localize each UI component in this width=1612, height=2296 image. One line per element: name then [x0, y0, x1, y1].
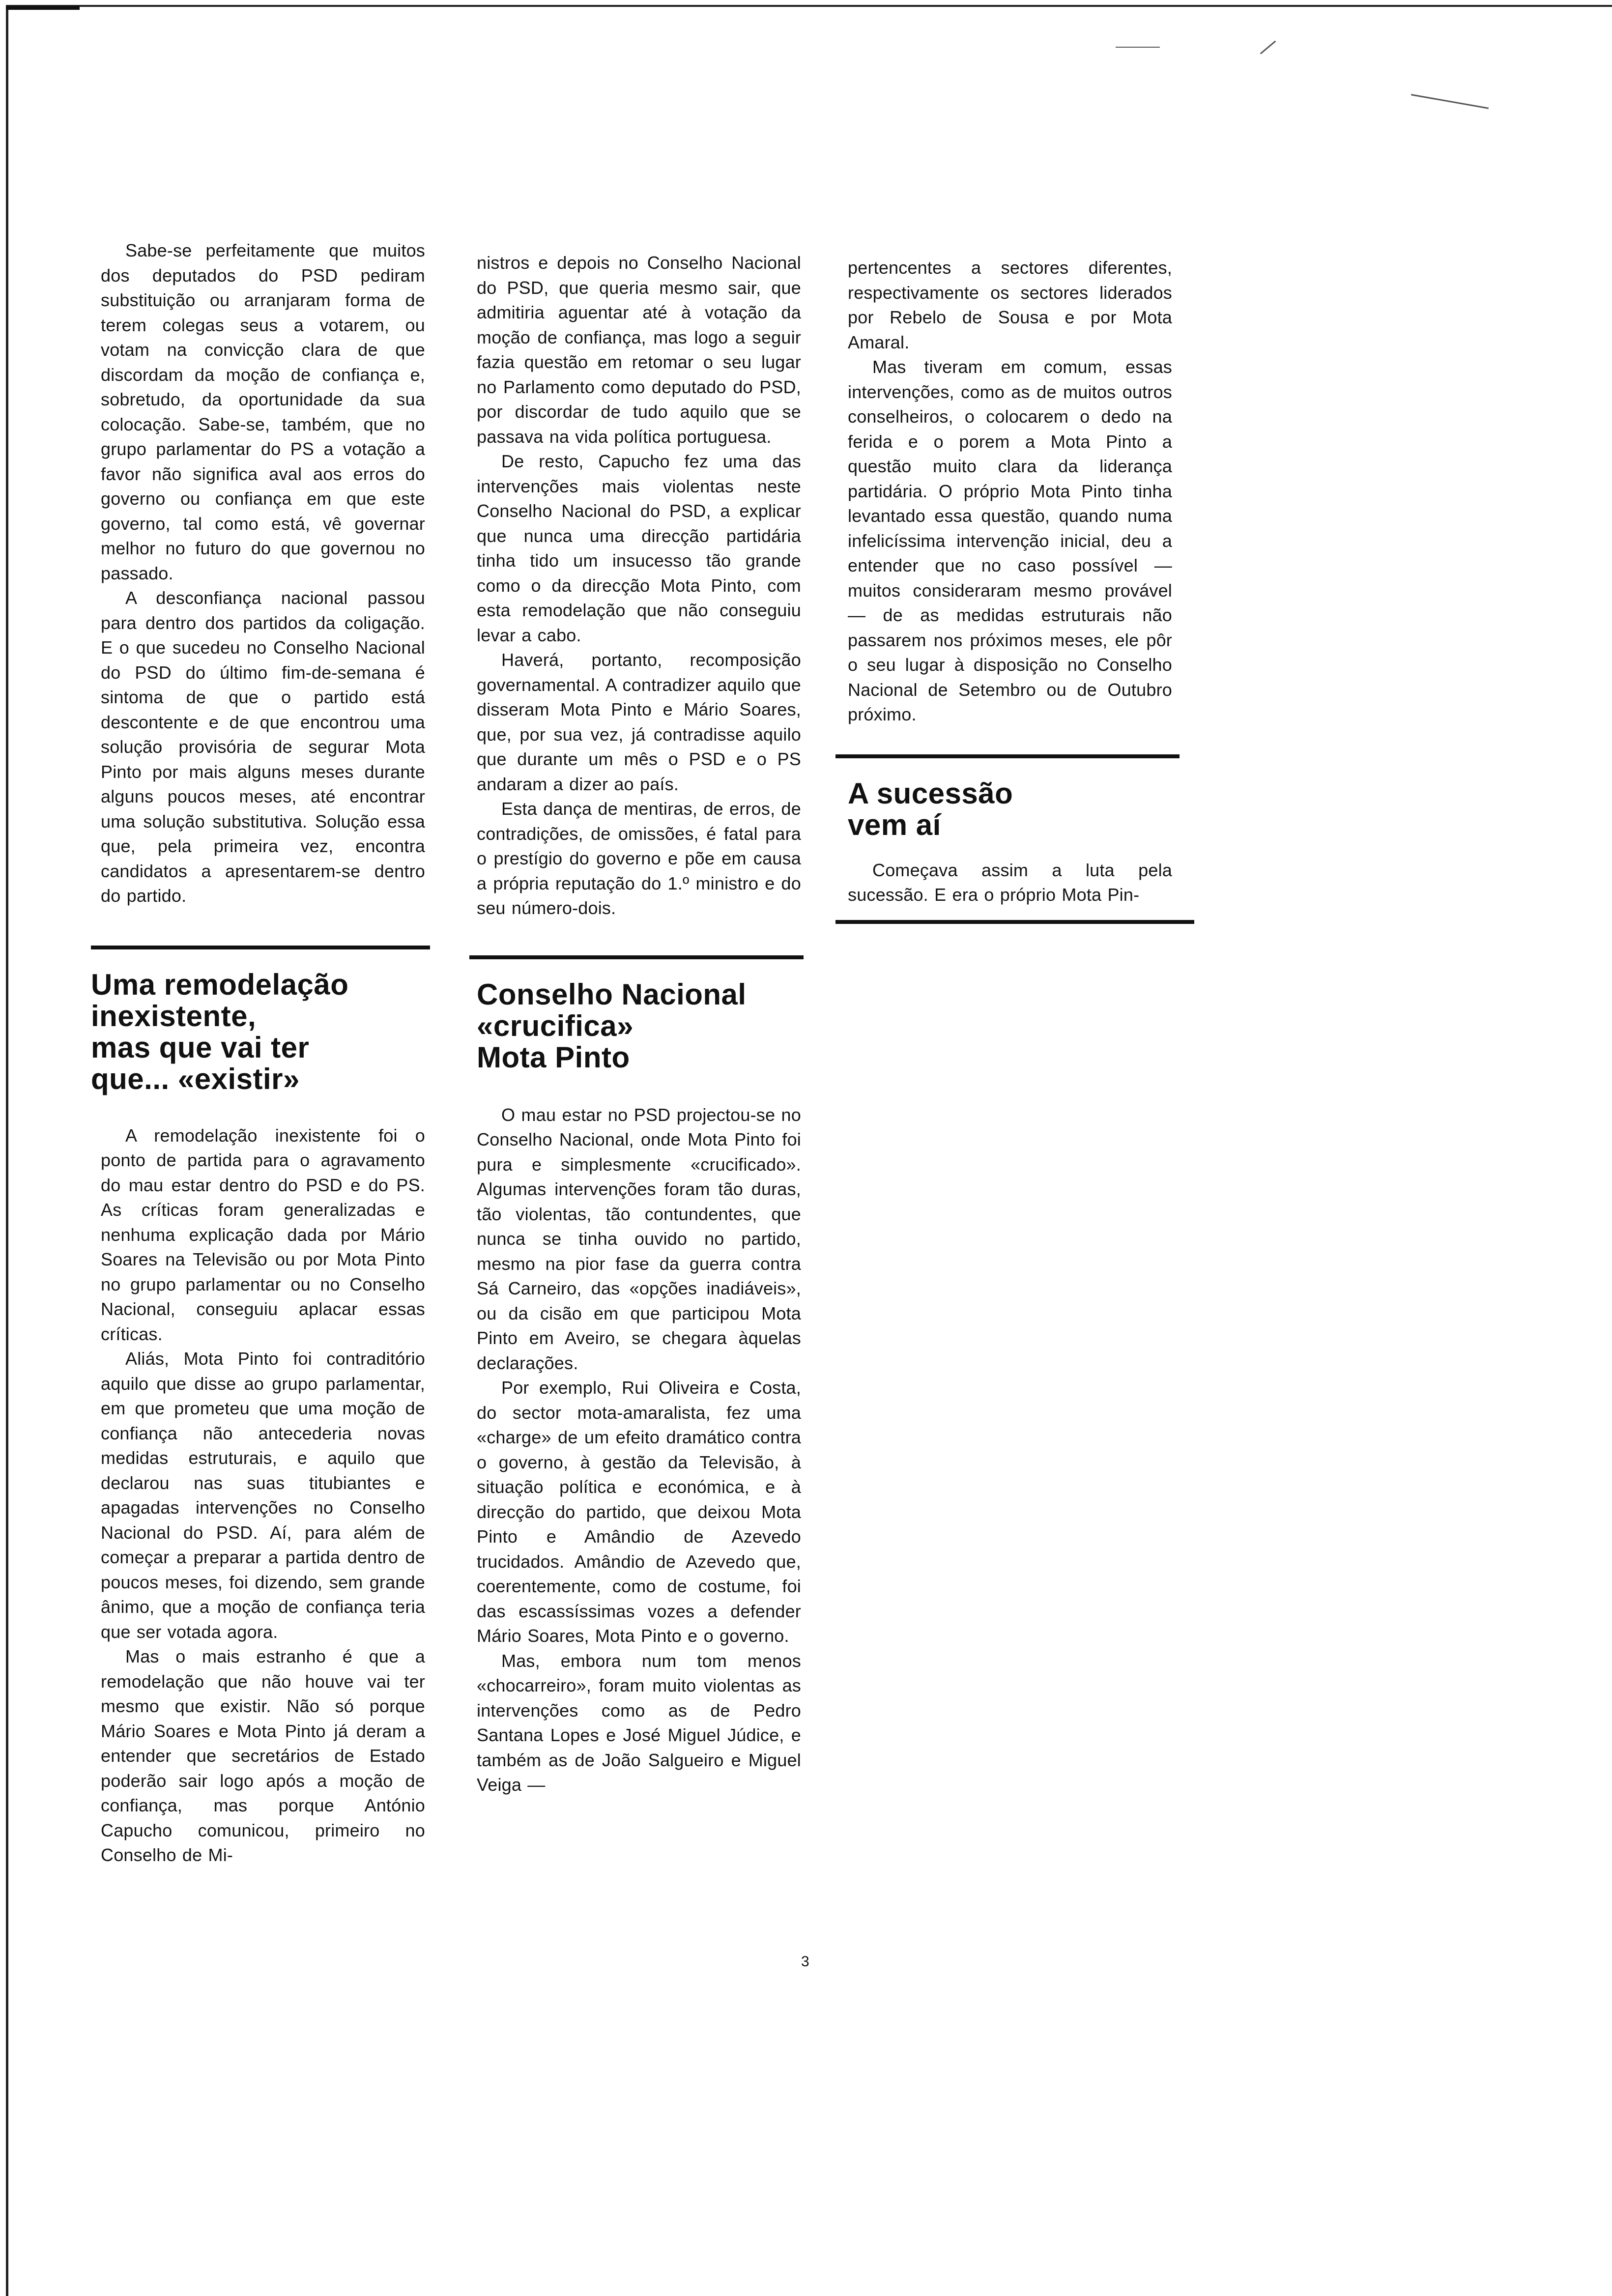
paragraph: Aliás, Mota Pinto foi contraditório aquilo que disse ao grupo parlamentar, em que prometeu que uma moção de confiança não antecederia novas medidas estruturais, e aquilo que declarou nas suas titubiantes e apagadas intervenções no Conselho Nacional do PSD. Aí, para além de começar a preparar a partida dentro de poucos meses, foi dizendo, sem grande ânimo, que a moção de confiança teria que ser votada agora.: [101, 1349, 425, 1642]
section-rule: [469, 955, 804, 959]
page-frame-top: [6, 5, 1612, 7]
paragraph: A remodelação inexistente foi o ponto de partida para o agravamento do mau estar dentro do PSD e do PS. As críticas foram generalizadas e nenhuma explicação dada por Mário Soares na Televisão ou por Mota Pinto no grupo parlamentar ou no Conselho Nacional, conseguiu aplacar essas críticas.: [101, 1125, 425, 1344]
headline-line: Mota Pinto: [477, 1040, 630, 1074]
headline-line: que... «existir»: [91, 1062, 300, 1095]
headline-line: A sucessão: [848, 776, 1013, 810]
paragraph: Começava assim a luta pela sucessão. E era o próprio Mota Pin-: [848, 860, 1172, 905]
paragraph: Haverá, portanto, recomposição governamental. A contradizer aquilo que disseram Mota Pinto e Mário Soares, que, por sua vez, já contradisse aquilo que durante um mês o PSD e o PS andaram a dizer ao país.: [477, 650, 801, 794]
paragraph: O mau estar no PSD projectou-se no Conselho Nacional, onde Mota Pinto foi pura e simplesmente «crucificado». Algumas intervenções foram tão duras, tão violentas, tão contundentes, que nunca se tinha ouvido no partido, mesmo na pior fase da guerra contra Sá Carneiro, das «opções inadiáveis», ou da cisão em que participou Mota Pinto em Aveiro, se chegara àquelas declarações.: [477, 1104, 801, 1373]
headline: [91, 969, 425, 1095]
section-rule: [835, 920, 1194, 924]
paragraph: nistros e depois no Conselho Nacional do PSD, que queria mesmo sair, que admitiria aguentar até à votação da moção de confiança, mas logo a seguir fazia questão em retomar o seu lugar no Parlamento como deputado do PSD, por discordar de tudo aquilo que se passava na vida política portuguesa.: [477, 253, 801, 447]
continued-mark: 3: [801, 1953, 809, 1970]
headline: [848, 778, 1172, 841]
paragraph: A desconfiança nacional passou para dentro dos partidos da coligação. E o que sucedeu no Conselho Nacional do PSD do último fim-de-semana é sintoma de que o partido está descontente e de que encontrou uma solução provisória de segurar Mota Pinto por mais alguns meses durante alguns poucos meses, até encontrar uma solução substitutiva. Solução essa que, pela primeira vez, encontra candidatos a apresentarem-se dentro do partido.: [101, 588, 425, 906]
scan-mark: [1116, 47, 1160, 48]
headline-line: inexistente,: [91, 999, 257, 1033]
section-rule: [91, 946, 430, 949]
scan-mark: [1411, 94, 1489, 109]
headline: [477, 979, 801, 1073]
paragraph: pertencentes a sectores diferentes, respectivamente os sectores liderados por Rebelo de Sousa e por Mota Amaral.: [848, 258, 1172, 352]
article-column-1: [91, 238, 425, 1868]
headline-line: vem aí: [848, 808, 941, 841]
headline-line: Uma remodelação: [91, 968, 349, 1001]
corner-mark: [6, 6, 80, 10]
article-column-3: [848, 256, 1172, 924]
headline-line: Conselho Nacional: [477, 977, 747, 1011]
section-rule: [835, 754, 1180, 758]
paragraph: Esta dança de mentiras, de erros, de contradições, de omissões, é fatal para o prestígio do governo e põe em causa a própria reputação do 1.º ministro e do seu número-dois.: [477, 799, 801, 918]
article-column-2: [477, 251, 801, 1798]
headline-line: «crucifica»: [477, 1009, 634, 1042]
paragraph: De resto, Capucho fez uma das intervenções mais violentas neste Conselho Nacional do PSD, a explicar que nunca uma direcção partidária tinha tido um insucesso tão grande como o da direcção Mota Pinto, com esta remodelação que não conseguiu levar a cabo.: [477, 451, 801, 645]
paragraph: Mas tiveram em comum, essas intervenções, como as de muitos outros conselheiros, o colocarem o dedo na ferida e o porem a Mota Pinto a questão muito clara da liderança partidária. O próprio Mota Pinto tinha levantado essa questão, quando numa infelicíssima intervenção inicial, deu a entender que no caso possível — muitos consideraram mesmo provável — de as medidas estruturais não passarem nos próximos meses, ele pôr o seu lugar à disposição no Conselho Nacional de Setembro ou de Outubro próximo.: [848, 357, 1172, 724]
headline-line: mas que vai ter: [91, 1031, 310, 1064]
paragraph: Por exemplo, Rui Oliveira e Costa, do sector mota-amaralista, fez uma «charge» de um efeito dramático contra o governo, à gestão da Televisão, à situação política e económica, e à direcção do partido, que deixou Mota Pinto e Amândio de Azevedo trucidados. Amândio de Azevedo que, coerentemente, como de costume, foi das escassíssimas vozes a defender Mário Soares, Mota Pinto e o governo.: [477, 1378, 801, 1646]
paragraph: Sabe-se perfeitamente que muitos dos deputados do PSD pediram substituição ou arranjaram forma de terem colegas seus a votarem, ou votam na convicção clara de que discordam da moção de confiança e, sobretudo, da oportunidade da sua colocação. Sabe-se, também, que no grupo parlamentar do PS a votação a favor não significa aval aos erros do governo ou confiança em que este governo, tal como está, vê governar melhor no futuro do que governou no passado.: [101, 240, 425, 583]
paragraph: Mas, embora num tom menos «chocarreiro», foram muito violentas as intervenções como as de Pedro Santana Lopes e José Miguel Júdice, e também as de João Salgueiro e Miguel Veiga —: [477, 1650, 801, 1795]
paragraph: Mas o mais estranho é que a remodelação que não houve vai ter mesmo que existir. Não só porque Mário Soares e Mota Pinto já deram a entender que secretários de Estado poderão sair logo após a moção de confiança, mas porque António Capucho comunicou, primeiro no Conselho de Mi-: [101, 1646, 425, 1865]
page-frame-left: [6, 5, 8, 2296]
scan-mark: [1260, 40, 1276, 54]
